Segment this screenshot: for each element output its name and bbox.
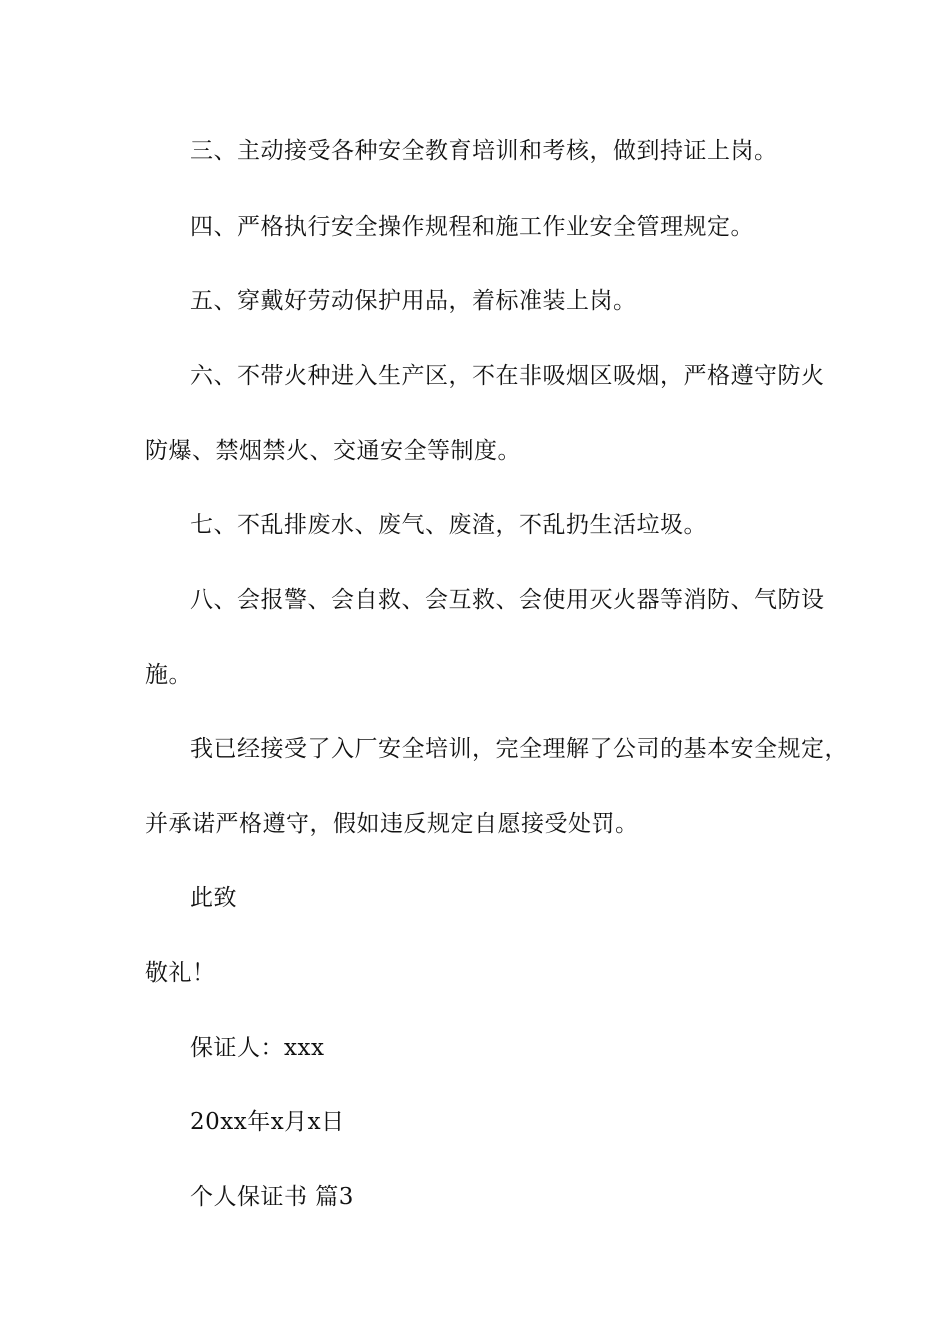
pledge-line-2: 并承诺严格遵守，假如违反规定自愿接受处罚。 (145, 811, 639, 837)
clause-6-line-2: 防爆、禁烟禁火、交通安全等制度。 (145, 438, 521, 464)
section-heading: 个人保证书 篇3 (190, 1184, 354, 1210)
clause-8-line-2: 施。 (145, 662, 192, 688)
clause-7: 七、不乱排废水、废气、废渣，不乱扔生活垃圾。 (190, 512, 707, 538)
clause-6-line-1: 六、不带火种进入生产区，不在非吸烟区吸烟，严格遵守防火 (190, 363, 825, 389)
date-line: 20xx年x月x日 (190, 1109, 345, 1135)
clause-4: 四、严格执行安全操作规程和施工作业安全管理规定。 (190, 214, 754, 240)
clause-5: 五、穿戴好劳动保护用品，着标准装上岗。 (190, 288, 637, 314)
closing-regards: 敬礼！ (145, 960, 216, 986)
pledge-line-1: 我已经接受了入厂安全培训，完全理解了公司的基本安全规定， (190, 736, 848, 762)
clause-8-line-1: 八、会报警、会自救、会互救、会使用灭火器等消防、气防设 (190, 587, 825, 613)
guarantor-line: 保证人：xxx (190, 1035, 325, 1061)
clause-3: 三、主动接受各种安全教育培训和考核，做到持证上岗。 (190, 138, 778, 164)
closing-salutation: 此致 (190, 885, 237, 911)
